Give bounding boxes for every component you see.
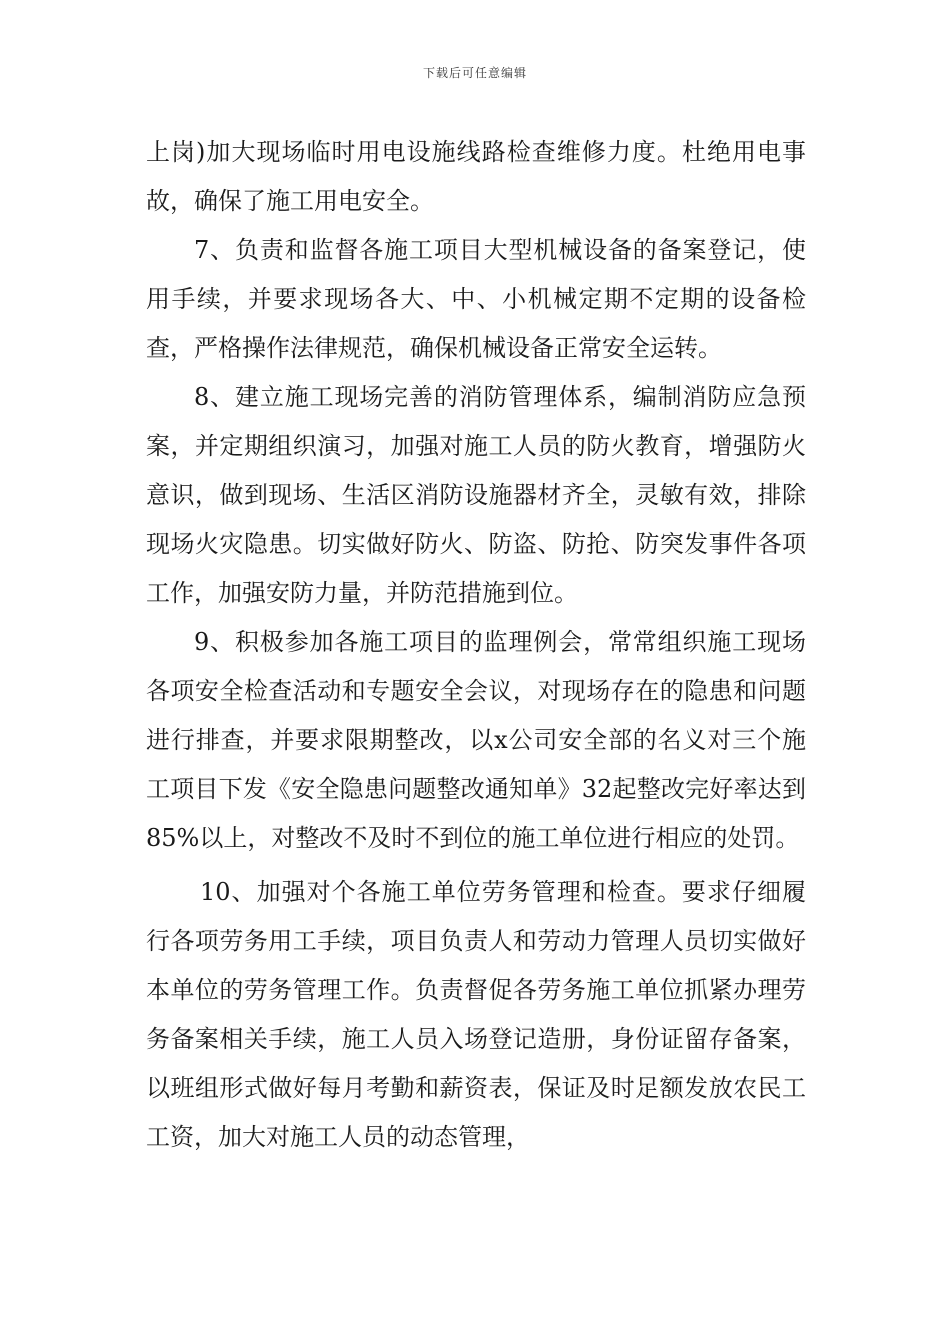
paragraph-item-9: 9、积极参加各施工项目的监理例会，常常组织施工现场各项安全检查活动和专题安全会议，对现场存在的隐患和问题进行排查，并要求限期整改，以x公司安全部的名义对三个施工项目下发《安全隐患问题整改通知单》32起整改完好率达到85%以上，对整改不及时不到位的施工单位进行相应的处罚。 <box>146 628 806 852</box>
page-header-note: 下载后可任意编辑 <box>422 66 527 80</box>
paragraph-item-10: 10、加强对个各施工单位劳务管理和检查。要求仔细履行各项劳务用工手续，项目负责人和劳动力管理人员切实做好本单位的劳务管理工作。负责督促各劳务施工单位抓紧办理劳务备案相关手续，施工人员入场登记造册，身份证留存备案，以班组形式做好每月考勤和薪资表，保证及时足额发放农民工工资，加大对施工人员的动态管理， <box>146 878 806 1151</box>
paragraph-item-7: 7、负责和监督各施工项目大型机械设备的备案登记，使用手续，并要求现场各大、中、小机械定期不定期的设备检查，严格操作法律规范，确保机械设备正常安全运转。 <box>146 236 806 362</box>
paragraph-item-8: 8、建立施工现场完善的消防管理体系，编制消防应急预案，并定期组织演习，加强对施工人员的防火教育，增强防火意识，做到现场、生活区消防设施器材齐全，灵敏有效，排除现场火灾隐患。切实做好防火、防盗、防抢、防突发事件各项工作，加强安防力量，并防范措施到位。 <box>146 383 806 607</box>
paragraph-continuation: 上岗)加大现场临时用电设施线路检查维修力度。杜绝用电事故，确保了施工用电安全。 <box>146 138 806 215</box>
document-body <box>146 128 806 1162</box>
